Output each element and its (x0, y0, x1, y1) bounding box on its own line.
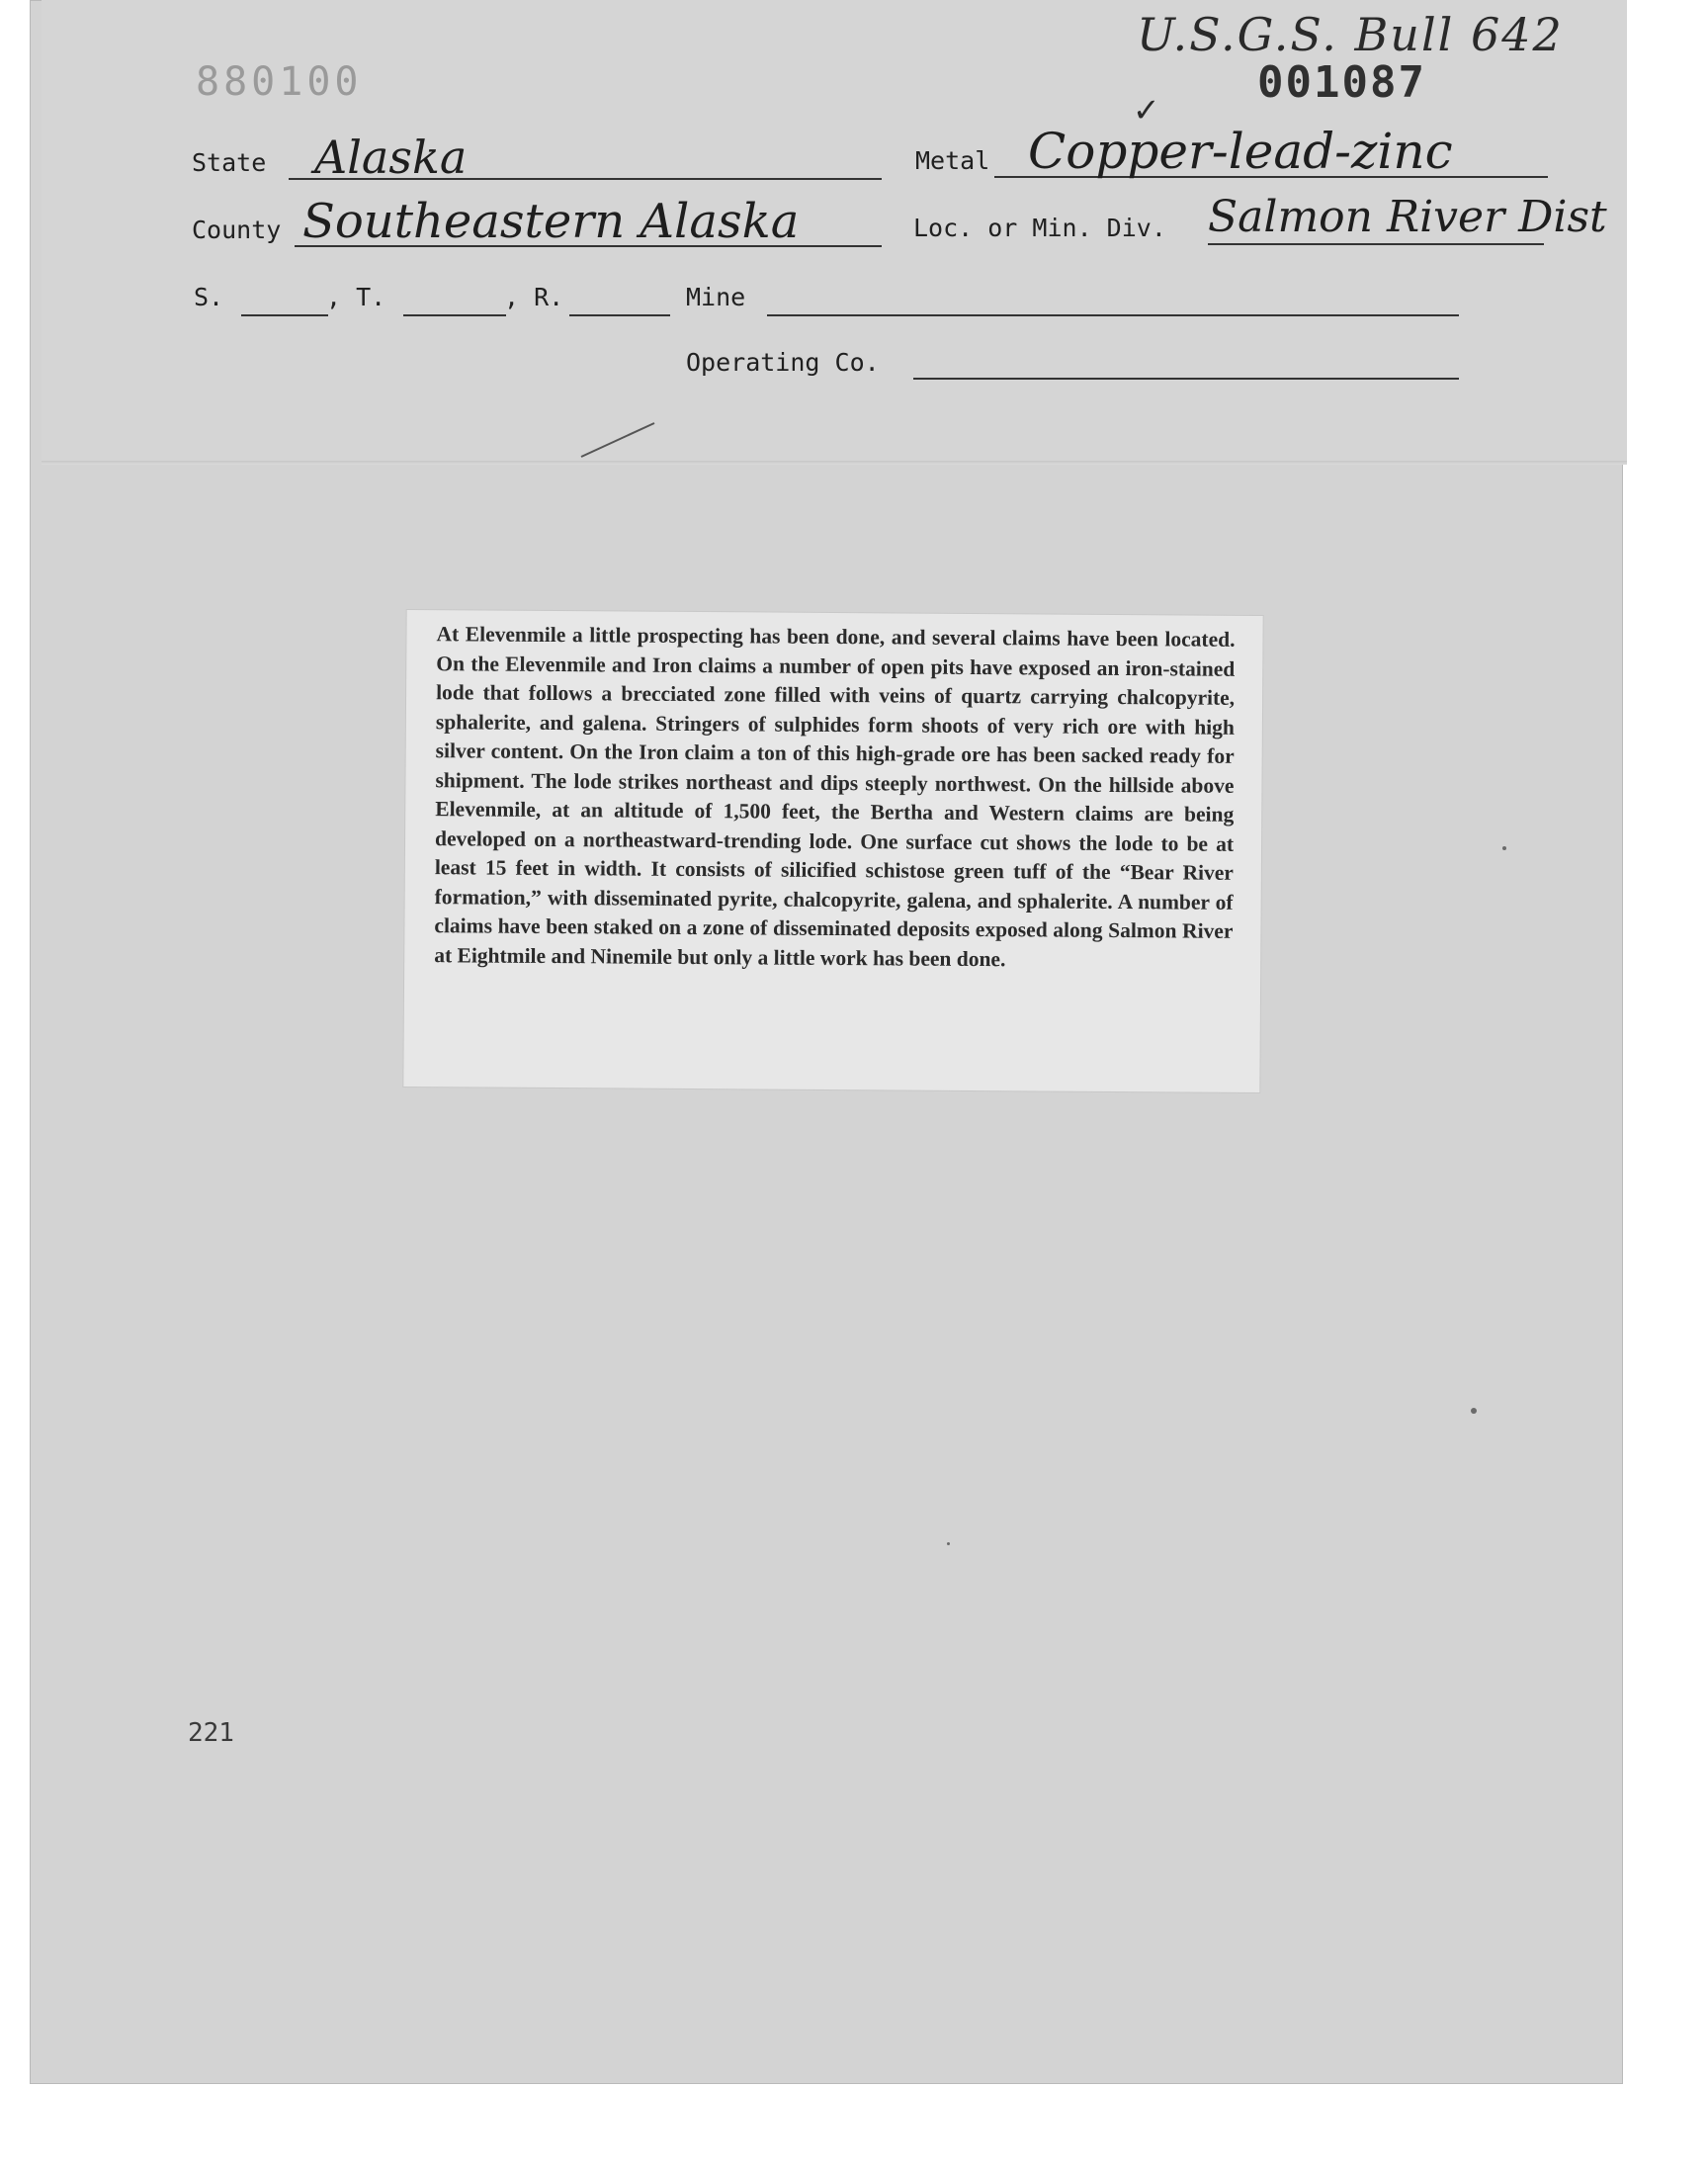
mine-label: Mine (686, 283, 746, 311)
mine-line (767, 314, 1459, 316)
state-label: State (192, 148, 267, 177)
clipping-text: At Elevenmile a little prospecting has been done, and several claims have been located. On the Elevenmile and Iron claims a number of open pits have exposed an iron-stained lode that follows a brecciated zone filled with veins of quartz carrying chalcopyrite, sphalerite, and galena. Stringers of sulphides form shoots of very rich ore with high silver content. On the Iron claim a ton of this high-grade ore has been sacked ready for shipment. The lode strikes northeast and dips steeply northwest. On the hillside above Elevenmile, at an altitude of 1,500 feet, the Bertha and Western claims are being developed on a northeastward-trending lode. One surface cut shows the lode to be at least 15 feet in width. It consists of silicified schistose green tuff of the “Bear River formation,” with disseminated pyrite, chalcopyrite, galena, and sphalerite. A number of claims have been staked on a zone of disseminated deposits exposed along Salmon River at Eightmile and Ninemile but only a little work has been done. (434, 622, 1236, 971)
section-line (241, 314, 328, 316)
township-label: , T. (326, 283, 386, 311)
reference-note: U.S.G.S. Bull 642 (1137, 8, 1564, 61)
operating-co-label: Operating Co. (686, 348, 880, 377)
page-number: 221 (188, 1718, 234, 1748)
speck-mark (1471, 1408, 1477, 1414)
section-label: S. (194, 283, 224, 311)
document-number: 001087 (1257, 57, 1426, 108)
metal-label: Metal (915, 146, 990, 175)
card-fold (42, 461, 1627, 465)
speck-mark (947, 1542, 950, 1545)
pencil-mark (573, 415, 662, 465)
pasted-clipping (403, 610, 1262, 1092)
stamp-number: 880100 (196, 59, 363, 105)
check-mark: ✓ (1135, 87, 1157, 130)
range-label: , R. (504, 283, 564, 311)
county-value: Southeastern Alaska (302, 194, 800, 249)
loc-label: Loc. or Min. Div. (913, 214, 1166, 242)
state-value: Alaska (314, 130, 468, 184)
operating-co-line (913, 378, 1459, 380)
speck-mark (1502, 846, 1506, 850)
township-line (403, 314, 506, 316)
loc-line (1208, 243, 1544, 245)
range-line (569, 314, 670, 316)
county-label: County (192, 216, 282, 244)
metal-value: Copper-lead-zinc (1028, 123, 1453, 180)
loc-value: Salmon River Dist (1208, 192, 1607, 242)
